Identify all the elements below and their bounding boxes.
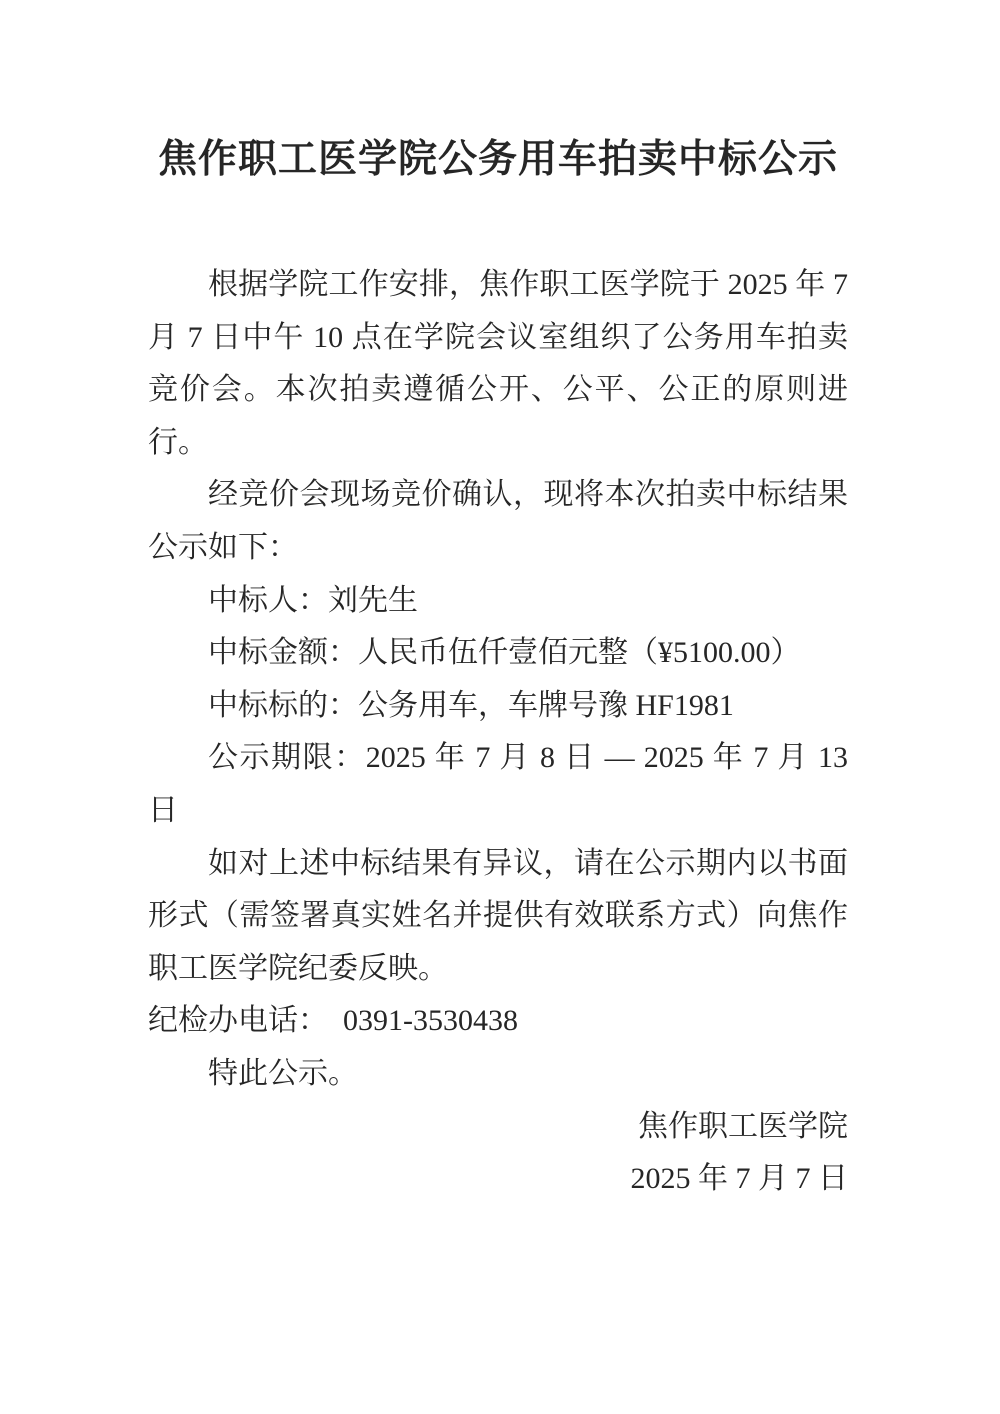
- signature-date: 2025 年 7 月 7 日: [630, 1162, 848, 1196]
- line-discipline-office-phone: 纪检办电话： 0391-3530438: [148, 1004, 518, 1038]
- line-closing-statement: 特此公示。: [208, 1056, 358, 1090]
- paragraph-result-intro: 经竞价会现场竞价确认，现将本次拍卖中标结果公示如下：: [148, 478, 848, 564]
- signature-organization: 焦作职工医学院: [638, 1109, 848, 1143]
- paragraph-objection-notice: 如对上述中标结果有异议，请在公示期内以书面形式（需签署真实姓名并提供有效联系方式）向焦作职工医学院纪委反映。: [148, 846, 848, 985]
- paragraph-auction-info: 根据学院工作安排，焦作职工医学院于 2025 年 7 月 7 日中午 10 点在学院会议室组织了公务用车拍卖竞价会。本次拍卖遵循公开、公平、公正的原则进行。: [148, 268, 856, 459]
- line-winner: 中标人：刘先生: [208, 583, 418, 617]
- line-winning-amount: 中标金额：人民币伍仟壹佰元整（¥5100.00）: [208, 636, 801, 670]
- line-publicity-period: 公示期限：2025 年 7 月 8 日 — 2025 年 7 月 13 日: [148, 741, 856, 827]
- line-auction-subject: 中标标的：公务用车，车牌号豫 HF1981: [208, 688, 734, 722]
- document-title: 焦作职工医学院公务用车拍卖中标公示: [157, 138, 838, 181]
